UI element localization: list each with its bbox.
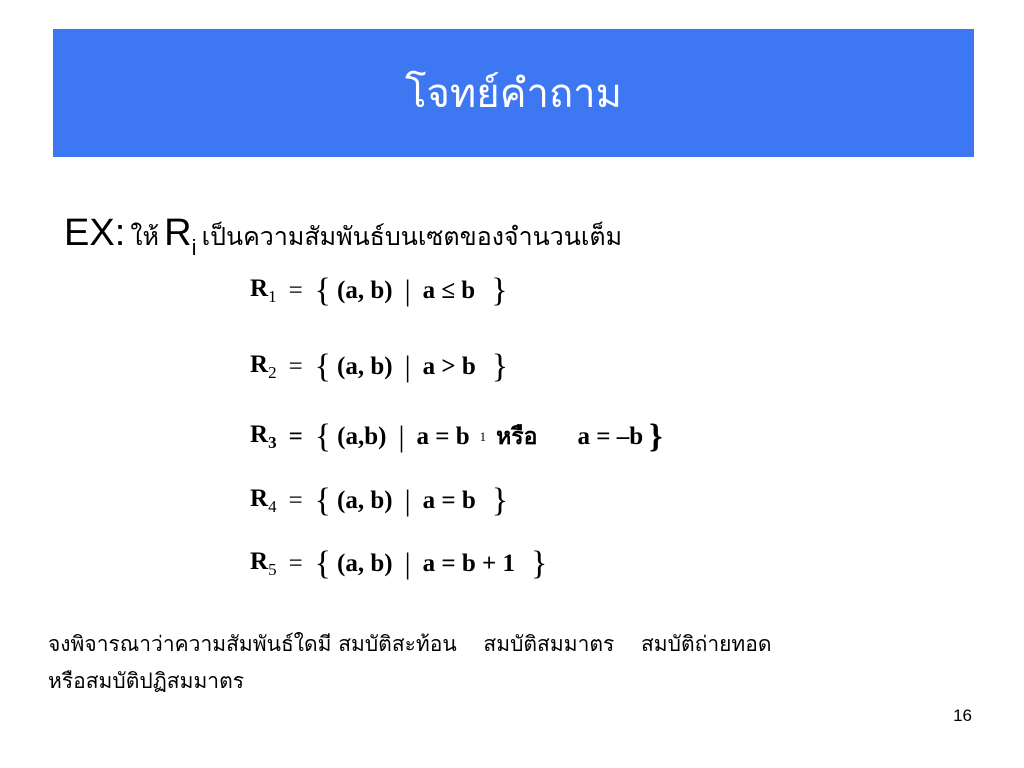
relation-r5 [250,545,547,583]
ordered-pair: (a, b) [337,487,393,514]
relation-condition: a = b [422,487,476,514]
equals-sign: = [288,277,303,304]
open-brace: { [314,348,331,385]
relation-symbol: R [164,212,192,254]
relation-condition: a > b [422,353,476,380]
relation-condition: a = b [416,423,470,450]
ordered-pair: (a, b) [337,277,393,304]
relation-r4 [250,482,508,520]
slide-title: โจทย์คำถาม [405,71,622,117]
such-that-bar: | [404,547,411,580]
such-that-bar: | [404,350,411,383]
close-brace: } [491,348,509,385]
such-that-bar: | [404,484,411,517]
relation-name: $R_5$ [250,548,277,579]
open-brace: { [314,272,331,309]
relation-name: $R_2$ [250,351,277,382]
close-brace: } [491,482,509,519]
open-brace: { [314,418,332,455]
equals-sign: = [288,487,303,514]
or-connector: หรือ [496,424,538,450]
example-text-before: ให้ [130,222,160,251]
relation-condition: a ≤ b [422,277,476,304]
relation-name: $R_3$ [250,421,277,452]
ordered-pair: (a, b) [337,550,393,577]
slide-title-bar [53,29,974,157]
close-brace: } [530,545,548,582]
relation-subscript: i [191,235,197,260]
such-that-bar: | [404,274,411,307]
close-brace: } [491,272,508,309]
example-text-after: เป็นความสัมพันธ์บนเซตของจำนวนเต็ม [201,222,623,251]
relation-r3 [250,418,663,456]
ordered-pair: (a, b) [337,353,393,380]
page-number: 16 [953,706,972,725]
example-intro [64,212,622,261]
example-label: EX: [64,212,126,254]
relation-condition: a = b + 1 [422,550,515,577]
close-brace: } [649,418,663,455]
relation-condition-2: a = –b [577,423,644,450]
equals-sign: = [288,550,303,577]
equals-sign: = [288,423,303,450]
open-brace: { [314,482,331,519]
relation-r1 [250,272,508,310]
relation-name: $R_1$ [250,275,277,306]
relation-r2 [250,348,508,386]
question-text [48,626,928,700]
such-that-bar: | [398,420,405,453]
marker-1: 1 [479,429,487,444]
open-brace: { [314,545,331,582]
equals-sign: = [288,353,303,380]
ordered-pair: (a,b) [337,423,387,450]
relation-name: $R_4$ [250,485,277,516]
question-line-1: จงพิจารณาว่าความสัมพันธ์ใดมี สมบัติสะท้อน สมบัติสมมาตร สมบัติถ่ายทอด [48,632,772,656]
question-line-2: หรือสมบัติปฏิสมมาตร [48,669,245,693]
